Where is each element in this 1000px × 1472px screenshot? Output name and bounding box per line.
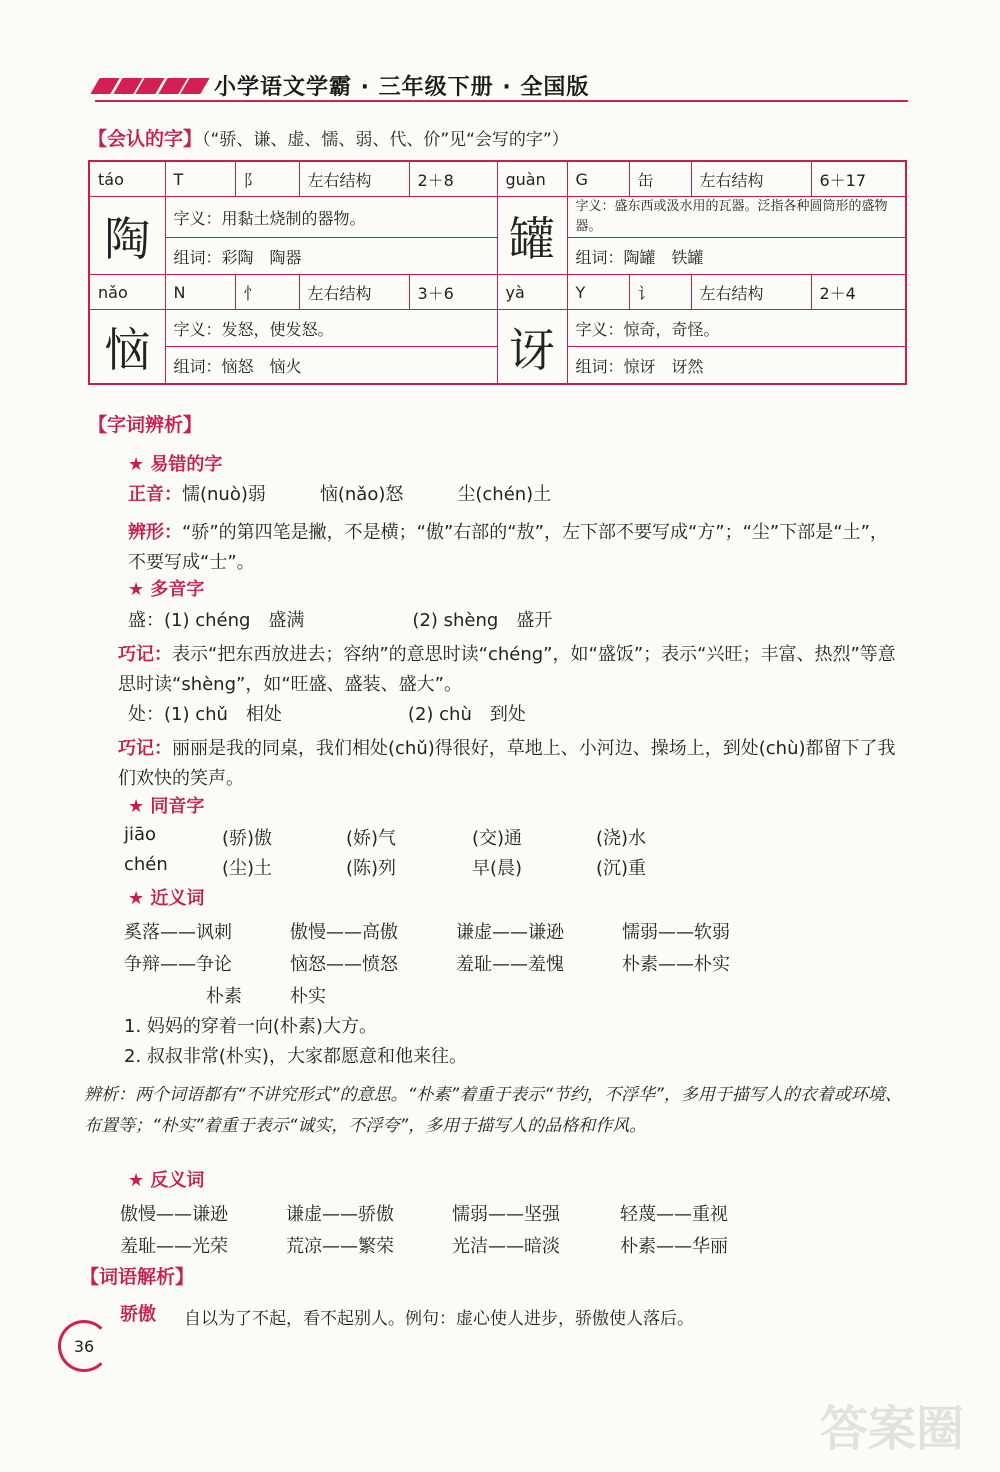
pinyin-cell: yà <box>497 275 567 310</box>
strokes-cell: 6＋17 <box>811 161 906 197</box>
structure-cell: 左右结构 <box>691 161 811 197</box>
example-sentence: 2. 叔叔非常(朴实)，大家都愿意和他来往。 <box>124 1046 467 1067</box>
radical-cell: 阝 <box>235 161 299 197</box>
sheng-tip-label: 巧记： <box>118 644 172 665</box>
synonym-pair: 懦弱——软弱 <box>622 922 730 943</box>
homophone-word: (陈)列 <box>346 858 397 879</box>
big-character: 陶 <box>89 197 165 275</box>
zhengyin-label: 正音： <box>128 484 182 505</box>
explain-term: 骄傲 <box>120 1304 156 1325</box>
strokes-cell: 2＋8 <box>409 161 497 197</box>
words-cell: 组词：陶罐 铁罐 <box>567 238 906 275</box>
homophone-word: (沉)重 <box>596 858 647 879</box>
strokes-cell: 2＋4 <box>811 275 906 310</box>
watermark: 答案圈 <box>820 1401 965 1457</box>
words-cell: 组词：恼怒 恼火 <box>165 347 497 385</box>
sheng-tip <box>118 640 904 700</box>
explain-definition: 自以为了不起，看不起别人。例句：虚心使人进步，骄傲使人落后。 <box>184 1309 694 1329</box>
letter-cell: T <box>165 161 235 197</box>
page-number: 36 <box>58 1320 110 1372</box>
synonym-pair: 谦虚——谦逊 <box>456 922 564 943</box>
words-cell: 组词：惊讶 讶然 <box>567 347 906 385</box>
chu-tip-text: 丽丽是我的同桌，我们相处(chǔ)得很好，草地上、小河边、操场上，到处(chù)都留下了我们欢快的笑声。 <box>118 738 896 789</box>
homophone-title: ★ 同音字 <box>128 796 205 817</box>
character-table <box>88 160 907 385</box>
synonym-pair: 争辩——争论 <box>124 954 232 975</box>
homophone-word: (尘)土 <box>222 858 273 879</box>
structure-cell: 左右结构 <box>299 275 409 310</box>
header-rule <box>95 100 908 102</box>
homophone-word: (骄)傲 <box>222 828 273 849</box>
antonym-pair: 懦弱——坚强 <box>452 1204 560 1225</box>
chu-tip-label: 巧记： <box>118 738 172 759</box>
pinyin-cell: táo <box>89 161 165 197</box>
antonym-title: ★ 反义词 <box>128 1170 205 1191</box>
sheng-tip-text: 表示“把东西放进去；容纳”的意思时读“chéng”，如“盛饭”；表示“兴旺；丰富、热烈”等意思时读“shèng”，如“旺盛、盛装、盛大”。 <box>118 644 896 695</box>
page-header-title: 小学语文学霸 · 三年级下册 · 全国版 <box>214 75 590 100</box>
synonym-pair: 恼怒——愤怒 <box>290 954 398 975</box>
synonym-pair: 羞耻——羞愧 <box>456 954 564 975</box>
big-character: 罐 <box>497 197 567 275</box>
chu-line: 处：(1) chǔ 相处 (2) chù 到处 <box>128 704 526 725</box>
bianxi-paragraph: 辨析：两个词语都有“不讲究形式”的意思。“朴素”着重于表示“节约，不浮华”，多用于描写人的衣着或环境、布置等；“朴实”着重于表示“诚实，不浮夸”，多用于描写人的品格和作风。 <box>84 1085 902 1136</box>
antonym-pair: 羞耻——光荣 <box>120 1236 228 1257</box>
header-decoration <box>95 78 205 94</box>
structure-cell: 左右结构 <box>299 161 409 197</box>
table-row <box>89 161 906 197</box>
homophone-word: 早(晨) <box>472 858 523 879</box>
zhengyin-text: 懦(nuò)弱 恼(nǎo)怒 尘(chén)土 <box>182 484 552 505</box>
easy-wrong-title: ★ 易错的字 <box>128 454 223 475</box>
zhengyin-line <box>128 480 908 510</box>
example-sentence: 1. 妈妈的穿着一向(朴素)大方。 <box>124 1016 377 1037</box>
meaning-cell: 字义：发怒，使发怒。 <box>165 310 497 347</box>
bianxing-paragraph <box>128 518 904 578</box>
chu-tip <box>118 734 904 794</box>
synonym-pair: 傲慢——高傲 <box>290 922 398 943</box>
recognize-note: （“骄、谦、虚、懦、弱、代、价”见“会写的字”） <box>202 130 569 150</box>
pair-word: 朴素 <box>206 986 242 1007</box>
homophone-pinyin: chén <box>124 854 168 875</box>
meaning-cell: 字义：用黏土烧制的器物。 <box>165 197 497 238</box>
synonym-pair: 奚落——讽刺 <box>124 922 232 943</box>
meaning-cell: 字义：惊奇，奇怪。 <box>567 310 906 347</box>
bianxing-text: “骄”的第四笔是撇，不是横；“傲”右部的“敖”，左下部不要写成“方”；“尘”下部是“土”，不要写成“士”。 <box>128 522 888 573</box>
meaning-cell: 字义：盛东西或汲水用的瓦器。泛指各种圆筒形的盛物器。 <box>567 197 906 238</box>
antonym-pair: 谦虚——骄傲 <box>286 1204 394 1225</box>
words-cell: 组词：彩陶 陶器 <box>165 238 497 275</box>
table-row <box>89 275 906 310</box>
homophone-pinyin: jiāo <box>124 824 157 845</box>
pinyin-cell: nǎo <box>89 275 165 310</box>
letter-cell: Y <box>567 275 629 310</box>
letter-cell: N <box>165 275 235 310</box>
radical-cell: 忄 <box>235 275 299 310</box>
antonym-pair: 傲慢——谦逊 <box>120 1204 228 1225</box>
antonym-pair: 轻蔑——重视 <box>620 1204 728 1225</box>
big-character: 恼 <box>89 310 165 385</box>
antonym-pair: 荒凉——繁荣 <box>286 1236 394 1257</box>
homophone-word: (浇)水 <box>596 828 647 849</box>
bianxing-label: 辨形： <box>128 522 182 543</box>
radical-cell: 讠 <box>629 275 691 310</box>
structure-cell: 左右结构 <box>691 275 811 310</box>
antonym-pair: 朴素——华丽 <box>620 1236 728 1257</box>
pinyin-cell: guàn <box>497 161 567 197</box>
antonym-pair: 光洁——暗淡 <box>452 1236 560 1257</box>
big-character: 讶 <box>497 310 567 385</box>
strokes-cell: 3＋6 <box>409 275 497 310</box>
recognize-tag: 【会认的字】 <box>88 128 203 150</box>
letter-cell: G <box>567 161 629 197</box>
homophone-word: (娇)气 <box>346 828 397 849</box>
table-row <box>89 197 906 238</box>
synonym-title: ★ 近义词 <box>128 888 205 909</box>
analysis-tag: 【字词辨析】 <box>88 414 203 436</box>
synonym-pair: 朴素——朴实 <box>622 954 730 975</box>
polyphone-title: ★ 多音字 <box>128 579 205 600</box>
pair-word: 朴实 <box>290 986 326 1007</box>
recognize-heading <box>88 124 569 151</box>
radical-cell: 缶 <box>629 161 691 197</box>
sheng-line: 盛：(1) chéng 盛满 (2) shèng 盛开 <box>128 610 553 631</box>
homophone-word: (交)通 <box>472 828 523 849</box>
table-row <box>89 310 906 347</box>
explain-tag: 【词语解析】 <box>80 1266 195 1288</box>
